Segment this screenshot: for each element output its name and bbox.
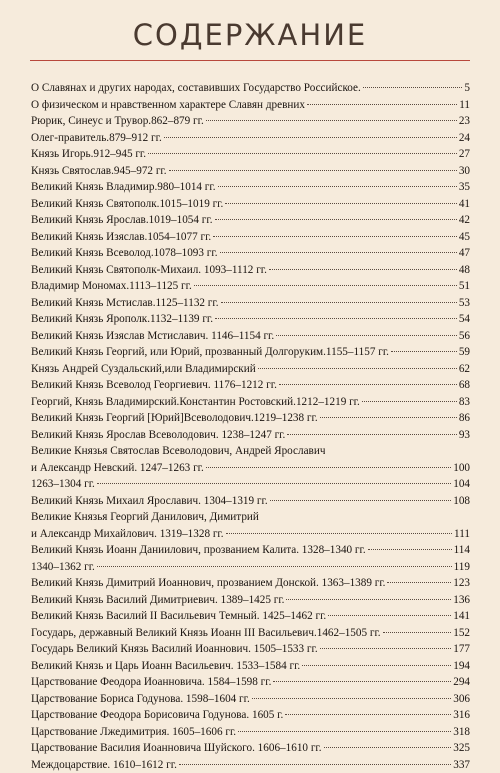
dot-leader (215, 219, 457, 220)
toc-page-number: 108 (453, 493, 470, 510)
toc-entry-line (31, 245, 470, 262)
toc-entry-line (31, 740, 470, 757)
toc-entry-title: Великий Князь Георгий [Юрий]Всеволодович.1219–1238 гг. (31, 410, 318, 427)
toc-entry[interactable] (31, 97, 470, 114)
toc-entry-title: Великий Князь Владимир.980–1014 гг. (31, 179, 216, 196)
table-of-contents (31, 80, 470, 773)
toc-page-number: 100 (453, 460, 470, 477)
toc-entry-title: Государь, державный Великий Князь Иоанн III Васильевич.1462–1505 гг. (31, 625, 381, 642)
toc-page-number: 294 (453, 674, 470, 691)
toc-entry-line (31, 229, 470, 246)
dot-leader (363, 87, 463, 88)
toc-page-number: 111 (454, 526, 470, 543)
toc-entry[interactable] (31, 410, 470, 427)
toc-entry[interactable] (31, 740, 470, 757)
dot-leader (220, 252, 457, 253)
toc-entry-line (31, 311, 470, 328)
toc-page-number: 53 (459, 295, 470, 312)
toc-entry-title: Великий Князь Василий II Васильевич Темный. 1425–1462 гг. (31, 608, 326, 625)
toc-entry-line (31, 179, 470, 196)
toc-entry-line (31, 493, 470, 510)
toc-entry-line (31, 196, 470, 213)
toc-entry[interactable] (31, 377, 470, 394)
dot-leader (218, 186, 457, 187)
toc-entry[interactable] (31, 229, 470, 246)
toc-entry-line (31, 427, 470, 444)
toc-entry-title: Великий Князь Ярослав.1019–1054 гг. (31, 212, 213, 229)
toc-entry-line (31, 262, 470, 279)
dot-leader (320, 417, 457, 418)
dot-leader (221, 302, 457, 303)
toc-entry-title: Великий Князь Всеволод.1078–1093 гг. (31, 245, 218, 262)
toc-entry[interactable] (31, 658, 470, 675)
toc-entry-line (31, 641, 470, 658)
dot-leader (270, 500, 452, 501)
dot-leader (169, 170, 457, 171)
dot-leader (302, 665, 451, 666)
toc-entry-line (31, 344, 470, 361)
toc-page-number: 30 (459, 163, 470, 180)
toc-entry-line (31, 394, 470, 411)
toc-entry-title: Царствование Феодора Иоанновича. 1584–1598 гг. (31, 674, 271, 691)
toc-entry[interactable] (31, 476, 470, 493)
toc-entry[interactable] (31, 625, 470, 642)
toc-page-number: 56 (459, 328, 470, 345)
toc-entry-title: Великий Князь Димитрий Иоаннович, прозванием Донской. 1363–1389 гг. (31, 575, 385, 592)
toc-entry-line (31, 443, 470, 460)
toc-entry-title: Владимир Мономах.1113–1125 гг. (31, 278, 192, 295)
toc-page-number: 62 (459, 361, 470, 378)
dot-leader (368, 549, 452, 550)
toc-page-number: 27 (459, 146, 470, 163)
toc-entry-title: Великий Князь Михаил Ярославич. 1304–1319 гг. (31, 493, 268, 510)
dot-leader (206, 120, 457, 121)
toc-entry[interactable] (31, 394, 470, 411)
toc-entry[interactable] (31, 575, 470, 592)
toc-page-number: 136 (453, 592, 470, 609)
toc-page-number: 23 (459, 113, 470, 130)
toc-entry-title: Великие Князья Святослав Всеволодович, Андрей Ярославич (31, 443, 325, 460)
toc-entry-line (31, 625, 470, 642)
toc-page-number: 48 (459, 262, 470, 279)
toc-entry-line (31, 476, 470, 493)
toc-page-number: 86 (459, 410, 470, 427)
toc-entry[interactable] (31, 509, 470, 542)
toc-page-number: 104 (453, 476, 470, 493)
toc-entry[interactable] (31, 146, 470, 163)
toc-entry-line (31, 707, 470, 724)
dot-leader (383, 632, 452, 633)
toc-entry[interactable] (31, 80, 470, 97)
toc-entry[interactable] (31, 691, 470, 708)
toc-page-number: 194 (453, 658, 470, 675)
toc-entry[interactable] (31, 592, 470, 609)
dot-leader (213, 236, 457, 237)
dot-leader (97, 483, 451, 484)
toc-entry-title: Великий Князь и Царь Иоанн Васильевич. 1533–1584 гг. (31, 658, 300, 675)
toc-entry-title: О Славянах и других народах, составивших Государство Российское. (31, 80, 361, 97)
toc-entry-line (31, 130, 470, 147)
toc-entry-line (31, 113, 470, 130)
dot-leader (194, 285, 457, 286)
dot-leader (320, 648, 452, 649)
toc-page-number: 83 (459, 394, 470, 411)
dot-leader (148, 153, 457, 154)
toc-entry-line (31, 724, 470, 741)
toc-page-number: 45 (459, 229, 470, 246)
toc-entry[interactable] (31, 262, 470, 279)
toc-page-number: 337 (453, 757, 470, 773)
toc-entry-line (31, 691, 470, 708)
dot-leader (238, 731, 451, 732)
toc-entry[interactable] (31, 361, 470, 378)
toc-page-number: 114 (454, 542, 470, 559)
toc-entry-line (31, 410, 470, 427)
toc-entry[interactable] (31, 608, 470, 625)
toc-page-number: 11 (459, 97, 470, 114)
toc-page-number: 141 (453, 608, 470, 625)
toc-page-number: 325 (453, 740, 470, 757)
toc-entry[interactable] (31, 443, 470, 476)
toc-entry-line (31, 460, 470, 477)
toc-page-number: 119 (454, 559, 470, 576)
toc-entry[interactable] (31, 427, 470, 444)
toc-entry[interactable] (31, 674, 470, 691)
dot-leader (164, 137, 457, 138)
toc-page-number: 42 (459, 212, 470, 229)
dot-leader (387, 582, 451, 583)
toc-entry-title: 1340–1362 гг. (31, 559, 95, 576)
dot-leader (215, 318, 457, 319)
toc-entry-title: 1263–1304 гг. (31, 476, 95, 493)
toc-entry-title: Князь Андрей Суздальский,или Владимирский (31, 361, 256, 378)
toc-entry[interactable] (31, 113, 470, 130)
toc-entry[interactable] (31, 311, 470, 328)
toc-page-number: 24 (459, 130, 470, 147)
toc-entry-line (31, 377, 470, 394)
toc-page-number: 318 (453, 724, 470, 741)
toc-page-number: 59 (459, 344, 470, 361)
dot-leader (252, 698, 451, 699)
toc-entry-line (31, 278, 470, 295)
toc-entry-title: Царствование Бориса Годунова. 1598–1604 гг. (31, 691, 250, 708)
toc-entry[interactable] (31, 295, 470, 312)
toc-page-number: 306 (453, 691, 470, 708)
toc-entry[interactable] (31, 542, 470, 559)
dot-leader (362, 401, 457, 402)
toc-entry-title: Великий Князь Георгий, или Юрий, прозванный Долгоруким.1155–1157 гг. (31, 344, 389, 361)
toc-entry-line (31, 146, 470, 163)
toc-entry[interactable] (31, 724, 470, 741)
toc-entry-title: О физическом и нравственном характере Славян древних (31, 97, 305, 114)
toc-entry[interactable] (31, 559, 470, 576)
toc-entry-title: и Александр Невский. 1247–1263 гг. (31, 460, 204, 477)
toc-entry[interactable] (31, 707, 470, 724)
toc-page-number: 93 (459, 427, 470, 444)
toc-entry-title: Царствование Лжедимитрия. 1605–1606 гг. (31, 724, 236, 741)
toc-page-number: 68 (459, 377, 470, 394)
toc-entry[interactable] (31, 130, 470, 147)
toc-entry-title: Великий Князь Святополк-Михаил. 1093–1112 гг. (31, 262, 267, 279)
dot-leader (225, 203, 457, 204)
toc-page-number: 54 (459, 311, 470, 328)
toc-entry-line (31, 97, 470, 114)
dot-leader (328, 615, 451, 616)
toc-page-number: 152 (453, 625, 470, 642)
toc-entry[interactable] (31, 344, 470, 361)
toc-entry-title: Великий Князь Иоанн Даниилович, прозванием Калита. 1328–1340 гг. (31, 542, 366, 559)
toc-page-number: 5 (464, 80, 470, 97)
toc-entry-title: Рюрик, Синеус и Трувор.862–879 гг. (31, 113, 204, 130)
toc-entry[interactable] (31, 212, 470, 229)
toc-entry-line (31, 559, 470, 576)
toc-page-number: 51 (459, 278, 470, 295)
toc-entry[interactable] (31, 278, 470, 295)
toc-entry[interactable] (31, 757, 470, 773)
dot-leader (269, 269, 457, 270)
dot-leader (287, 434, 457, 435)
toc-entry-title: Великие Князья Георгий Данилович, Димитрий (31, 509, 259, 526)
toc-entry-title: и Александр Михайлович. 1319–1328 гг. (31, 526, 224, 543)
dot-leader (97, 566, 452, 567)
toc-page-number: 41 (459, 196, 470, 213)
toc-entry[interactable] (31, 328, 470, 345)
toc-entry-title: Великий Князь Мстислав.1125–1132 гг. (31, 295, 219, 312)
dot-leader (324, 747, 452, 748)
toc-entry[interactable] (31, 641, 470, 658)
toc-entry-line (31, 542, 470, 559)
toc-entry-line (31, 674, 470, 691)
dot-leader (179, 764, 451, 765)
dot-leader (285, 714, 451, 715)
toc-entry-line (31, 509, 470, 526)
page-title: СОДЕРЖАНИЕ (0, 18, 500, 52)
toc-entry-title: Георгий, Князь Владимирский.Константин Ростовский.1212–1219 гг. (31, 394, 360, 411)
toc-entry-title: Олег-правитель.879–912 гг. (31, 130, 162, 147)
toc-page-number: 123 (453, 575, 470, 592)
toc-entry-title: Великий Князь Ярополк.1132–1139 гг. (31, 311, 213, 328)
toc-entry-line (31, 80, 470, 97)
toc-entry-title: Царствование Василия Иоанновича Шуйского. 1606–1610 гг. (31, 740, 322, 757)
dot-leader (307, 104, 457, 105)
toc-entry-title: Великий Князь Василий Димитриевич. 1389–1425 гг. (31, 592, 284, 609)
toc-entry-title: Великий Князь Изяслав.1054–1077 гг. (31, 229, 211, 246)
toc-page-number: 35 (459, 179, 470, 196)
dot-leader (286, 599, 451, 600)
dot-leader (276, 335, 457, 336)
toc-entry-title: Великий Князь Изяслав Мстиславич. 1146–1154 гг. (31, 328, 274, 345)
toc-entry-line (31, 526, 470, 543)
dot-leader (226, 533, 452, 534)
toc-entry-title: Великий Князь Святополк.1015–1019 гг. (31, 196, 223, 213)
toc-entry[interactable] (31, 493, 470, 510)
toc-entry-line (31, 575, 470, 592)
toc-entry-title: Князь Святослав.945–972 гг. (31, 163, 167, 180)
toc-entry-line (31, 361, 470, 378)
dot-leader (206, 467, 451, 468)
toc-entry-title: Князь Игорь.912–945 гг. (31, 146, 146, 163)
dot-leader (279, 384, 457, 385)
toc-entry-line (31, 658, 470, 675)
toc-entry-line (31, 592, 470, 609)
dot-leader (391, 351, 457, 352)
title-divider (30, 60, 470, 61)
toc-page-number: 177 (453, 641, 470, 658)
toc-entry-title: Государь Великий Князь Василий Иоаннович. 1505–1533 гг. (31, 641, 318, 658)
toc-entry-line (31, 757, 470, 773)
toc-entry[interactable] (31, 196, 470, 213)
toc-entry-title: Великий Князь Ярослав Всеволодович. 1238–1247 гг. (31, 427, 285, 444)
dot-leader (273, 681, 451, 682)
toc-entry[interactable] (31, 245, 470, 262)
toc-entry-title: Царствование Феодора Борисовича Годунова. 1605 г. (31, 707, 283, 724)
toc-entry-title: Междоцарствие. 1610–1612 гг. (31, 757, 177, 773)
toc-entry-line (31, 212, 470, 229)
toc-entry-line (31, 295, 470, 312)
toc-entry-line (31, 608, 470, 625)
toc-page-number: 316 (453, 707, 470, 724)
toc-entry[interactable] (31, 179, 470, 196)
toc-page-number: 47 (459, 245, 470, 262)
toc-entry[interactable] (31, 163, 470, 180)
toc-entry-line (31, 328, 470, 345)
dot-leader (258, 368, 457, 369)
toc-entry-line (31, 163, 470, 180)
toc-entry-title: Великий Князь Всеволод Георгиевич. 1176–1212 гг. (31, 377, 277, 394)
